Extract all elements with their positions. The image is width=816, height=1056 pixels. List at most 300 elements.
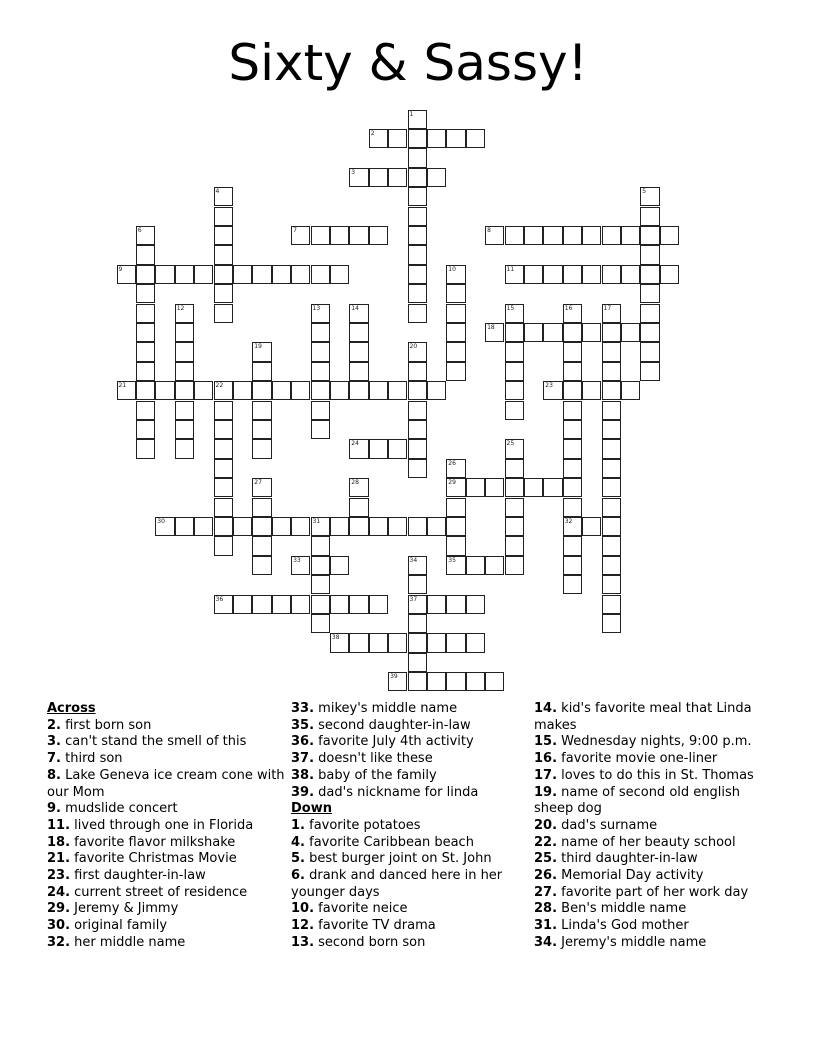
grid-cell[interactable] [388, 517, 407, 536]
grid-cell[interactable] [311, 362, 330, 381]
grid-cell[interactable] [349, 226, 368, 245]
grid-cell[interactable] [602, 575, 621, 594]
grid-cell[interactable] [446, 672, 465, 691]
grid-cell[interactable] [408, 207, 427, 226]
grid-cell[interactable] [272, 595, 291, 614]
grid-cell[interactable] [602, 265, 621, 284]
grid-cell[interactable] [408, 401, 427, 420]
grid-cell[interactable] [446, 459, 465, 478]
grid-cell[interactable] [155, 517, 174, 536]
grid-cell[interactable] [136, 323, 155, 342]
grid-cell[interactable] [466, 556, 485, 575]
grid-cell[interactable] [408, 420, 427, 439]
grid-cell[interactable] [252, 265, 271, 284]
grid-cell[interactable] [408, 129, 427, 148]
grid-cell[interactable] [563, 498, 582, 517]
grid-cell[interactable] [466, 478, 485, 497]
grid-cell[interactable] [175, 362, 194, 381]
grid-cell[interactable] [349, 633, 368, 652]
grid-cell[interactable] [446, 362, 465, 381]
clue-item [47, 801, 287, 818]
grid-cell[interactable] [214, 381, 233, 400]
grid-cell[interactable] [427, 381, 446, 400]
grid-cell[interactable] [408, 672, 427, 691]
grid-cell[interactable] [214, 439, 233, 458]
grid-cell[interactable] [543, 323, 562, 342]
grid-cell[interactable] [408, 265, 427, 284]
grid-cell[interactable] [505, 381, 524, 400]
grid-cell[interactable] [291, 556, 310, 575]
clue-number: 38. [291, 767, 315, 783]
grid-cell[interactable] [640, 342, 659, 361]
grid-cell[interactable] [563, 265, 582, 284]
grid-cell[interactable] [602, 498, 621, 517]
clue-number: 11. [47, 817, 71, 833]
grid-cell[interactable] [175, 323, 194, 342]
grid-cell[interactable] [524, 226, 543, 245]
grid-cell[interactable] [563, 342, 582, 361]
crossword-grid [117, 110, 717, 710]
clue-number: 27 [254, 479, 262, 487]
grid-cell[interactable] [136, 362, 155, 381]
clue-item [291, 868, 531, 901]
grid-cell[interactable] [466, 672, 485, 691]
grid-cell[interactable] [582, 381, 601, 400]
grid-cell[interactable] [466, 595, 485, 614]
grid-cell[interactable] [427, 517, 446, 536]
grid-cell[interactable] [330, 226, 349, 245]
grid-cell[interactable] [388, 381, 407, 400]
grid-cell[interactable] [175, 401, 194, 420]
grid-cell[interactable] [602, 323, 621, 342]
clue-text: favorite Christmas Movie [70, 851, 237, 867]
grid-cell[interactable] [311, 401, 330, 420]
grid-cell[interactable] [214, 595, 233, 614]
grid-cell[interactable] [388, 633, 407, 652]
grid-cell[interactable] [369, 226, 388, 245]
grid-cell[interactable] [175, 439, 194, 458]
grid-cell[interactable] [602, 517, 621, 536]
grid-cell[interactable] [563, 478, 582, 497]
grid-cell[interactable] [563, 536, 582, 555]
grid-cell[interactable] [408, 284, 427, 303]
grid-cell[interactable] [136, 342, 155, 361]
grid-cell[interactable] [602, 478, 621, 497]
grid-cell[interactable] [543, 265, 562, 284]
grid-cell[interactable] [427, 672, 446, 691]
grid-cell[interactable] [252, 556, 271, 575]
clue-number: 11 [506, 265, 515, 273]
grid-cell[interactable] [369, 633, 388, 652]
clue-item [47, 835, 287, 852]
grid-cell[interactable] [602, 381, 621, 400]
grid-cell[interactable] [602, 595, 621, 614]
grid-cell[interactable] [214, 420, 233, 439]
grid-cell[interactable] [349, 498, 368, 517]
grid-cell[interactable] [214, 478, 233, 497]
grid-cell[interactable] [602, 459, 621, 478]
grid-cell[interactable] [214, 245, 233, 264]
grid-cell[interactable] [446, 633, 465, 652]
grid-cell[interactable] [136, 284, 155, 303]
grid-cell[interactable] [233, 595, 252, 614]
grid-cell[interactable] [582, 265, 601, 284]
grid-cell[interactable] [330, 381, 349, 400]
grid-cell[interactable] [543, 478, 562, 497]
grid-cell[interactable] [291, 595, 310, 614]
grid-cell[interactable] [155, 381, 174, 400]
grid-cell[interactable] [602, 439, 621, 458]
grid-cell[interactable] [311, 595, 330, 614]
clue-number: 13. [291, 934, 315, 950]
grid-cell[interactable] [446, 284, 465, 303]
grid-cell[interactable] [388, 168, 407, 187]
grid-cell[interactable] [136, 439, 155, 458]
grid-cell[interactable] [640, 187, 659, 206]
grid-cell[interactable] [330, 556, 349, 575]
grid-cell[interactable] [466, 129, 485, 148]
grid-cell[interactable] [252, 362, 271, 381]
grid-cell[interactable] [175, 342, 194, 361]
clue-item [291, 718, 531, 735]
grid-cell[interactable] [563, 556, 582, 575]
grid-cell[interactable] [505, 342, 524, 361]
grid-cell[interactable] [252, 536, 271, 555]
grid-cell[interactable] [175, 304, 194, 323]
grid-cell[interactable] [369, 595, 388, 614]
grid-cell[interactable] [252, 478, 271, 497]
grid-cell[interactable] [349, 439, 368, 458]
grid-cell[interactable] [505, 304, 524, 323]
grid-cell[interactable] [505, 536, 524, 555]
grid-cell[interactable] [349, 517, 368, 536]
grid-cell[interactable] [214, 187, 233, 206]
clue-number: 8 [487, 226, 491, 234]
grid-cell[interactable] [175, 381, 194, 400]
clue-number: 36 [215, 595, 224, 603]
grid-cell[interactable] [311, 420, 330, 439]
grid-cell[interactable] [408, 168, 427, 187]
clue-number: 29. [47, 901, 71, 917]
clue-number: 24. [47, 884, 71, 900]
grid-cell[interactable] [349, 381, 368, 400]
grid-cell[interactable] [408, 459, 427, 478]
grid-cell[interactable] [408, 633, 427, 652]
grid-cell[interactable] [408, 342, 427, 361]
grid-cell[interactable] [602, 362, 621, 381]
grid-cell[interactable] [136, 401, 155, 420]
grid-cell[interactable] [408, 439, 427, 458]
grid-cell[interactable] [505, 226, 524, 245]
grid-cell[interactable] [252, 401, 271, 420]
grid-cell[interactable] [446, 265, 465, 284]
grid-cell[interactable] [660, 226, 679, 245]
grid-cell[interactable] [640, 284, 659, 303]
grid-cell[interactable] [621, 265, 640, 284]
grid-cell[interactable] [349, 304, 368, 323]
grid-cell[interactable] [563, 459, 582, 478]
grid-cell[interactable] [427, 633, 446, 652]
grid-cell[interactable] [311, 342, 330, 361]
grid-cell[interactable] [311, 304, 330, 323]
grid-cell[interactable] [369, 517, 388, 536]
grid-cell[interactable] [388, 129, 407, 148]
grid-cell[interactable] [621, 226, 640, 245]
grid-cell[interactable] [446, 556, 465, 575]
grid-cell[interactable] [252, 439, 271, 458]
grid-cell[interactable] [175, 517, 194, 536]
grid-cell[interactable] [311, 265, 330, 284]
grid-cell[interactable] [408, 304, 427, 323]
grid-cell[interactable] [602, 420, 621, 439]
grid-cell[interactable] [330, 633, 349, 652]
grid-cell[interactable] [311, 226, 330, 245]
grid-cell[interactable] [388, 439, 407, 458]
grid-cell[interactable] [291, 226, 310, 245]
clue-item [47, 935, 287, 952]
clue-number: 28. [534, 901, 558, 917]
grid-cell[interactable] [446, 517, 465, 536]
grid-cell[interactable] [446, 595, 465, 614]
grid-cell[interactable] [252, 517, 271, 536]
grid-cell[interactable] [233, 265, 252, 284]
clue-text: third son [60, 751, 123, 767]
grid-cell[interactable] [214, 207, 233, 226]
grid-cell[interactable] [349, 168, 368, 187]
grid-cell[interactable] [505, 498, 524, 517]
grid-cell[interactable] [349, 362, 368, 381]
grid-cell[interactable] [349, 342, 368, 361]
grid-cell[interactable] [214, 265, 233, 284]
grid-cell[interactable] [602, 226, 621, 245]
grid-cell[interactable] [563, 381, 582, 400]
grid-cell[interactable] [563, 323, 582, 342]
grid-cell[interactable] [563, 226, 582, 245]
grid-cell[interactable] [505, 401, 524, 420]
grid-cell[interactable] [621, 323, 640, 342]
grid-cell[interactable] [272, 381, 291, 400]
grid-cell[interactable] [602, 614, 621, 633]
grid-cell[interactable] [408, 226, 427, 245]
grid-cell[interactable] [291, 517, 310, 536]
grid-cell[interactable] [311, 556, 330, 575]
grid-cell[interactable] [136, 226, 155, 245]
grid-cell[interactable] [369, 439, 388, 458]
grid-cell[interactable] [311, 517, 330, 536]
grid-cell[interactable] [408, 653, 427, 672]
grid-cell[interactable] [155, 265, 174, 284]
grid-cell[interactable] [563, 362, 582, 381]
grid-cell[interactable] [408, 187, 427, 206]
grid-cell[interactable] [117, 265, 136, 284]
clue-number: 23. [47, 868, 71, 884]
grid-cell[interactable] [602, 556, 621, 575]
grid-cell[interactable] [640, 245, 659, 264]
grid-cell[interactable] [214, 226, 233, 245]
grid-cell[interactable] [311, 575, 330, 594]
clue-text: Memorial Day activity [557, 868, 704, 884]
grid-cell[interactable] [563, 517, 582, 536]
clue-text: can't stand the smell of this [60, 734, 247, 750]
grid-cell[interactable] [311, 381, 330, 400]
grid-cell[interactable] [311, 614, 330, 633]
grid-cell[interactable] [543, 226, 562, 245]
grid-cell[interactable] [408, 575, 427, 594]
grid-cell[interactable] [408, 110, 427, 129]
grid-cell[interactable] [408, 556, 427, 575]
grid-cell[interactable] [194, 517, 213, 536]
grid-cell[interactable] [640, 323, 659, 342]
grid-cell[interactable] [349, 595, 368, 614]
grid-cell[interactable] [349, 323, 368, 342]
grid-cell[interactable] [640, 304, 659, 323]
grid-cell[interactable] [505, 439, 524, 458]
grid-cell[interactable] [408, 245, 427, 264]
grid-cell[interactable] [214, 304, 233, 323]
clue-text: Wednesday nights, 9:00 p.m. [557, 734, 752, 750]
grid-cell[interactable] [408, 362, 427, 381]
grid-cell[interactable] [252, 595, 271, 614]
grid-cell[interactable] [446, 342, 465, 361]
clue-number: 25 [506, 440, 515, 448]
grid-cell[interactable] [194, 381, 213, 400]
clue-item [534, 885, 779, 902]
grid-cell[interactable] [291, 265, 310, 284]
grid-cell[interactable] [175, 265, 194, 284]
grid-cell[interactable] [446, 304, 465, 323]
grid-cell[interactable] [582, 226, 601, 245]
clue-number: 25. [534, 851, 558, 867]
grid-cell[interactable] [330, 517, 349, 536]
grid-cell[interactable] [485, 672, 504, 691]
grid-cell[interactable] [194, 265, 213, 284]
grid-cell[interactable] [233, 381, 252, 400]
grid-cell[interactable] [505, 517, 524, 536]
grid-cell[interactable] [485, 323, 504, 342]
grid-cell[interactable] [563, 439, 582, 458]
grid-cell[interactable] [408, 148, 427, 167]
grid-cell[interactable] [427, 595, 446, 614]
grid-cell[interactable] [214, 459, 233, 478]
clue-number: 9. [47, 801, 61, 817]
grid-cell[interactable] [563, 420, 582, 439]
across-heading: Across [47, 701, 96, 716]
grid-cell[interactable] [136, 381, 155, 400]
grid-cell[interactable] [602, 536, 621, 555]
grid-cell[interactable] [602, 304, 621, 323]
grid-cell[interactable] [408, 381, 427, 400]
grid-cell[interactable] [214, 498, 233, 517]
grid-cell[interactable] [175, 420, 194, 439]
grid-cell[interactable] [408, 595, 427, 614]
grid-cell[interactable] [136, 420, 155, 439]
grid-cell[interactable] [427, 129, 446, 148]
grid-cell[interactable] [233, 517, 252, 536]
clue-number: 33. [291, 701, 315, 716]
grid-cell[interactable] [369, 381, 388, 400]
grid-cell[interactable] [563, 401, 582, 420]
grid-cell[interactable] [272, 517, 291, 536]
grid-cell[interactable] [349, 478, 368, 497]
grid-cell[interactable] [640, 207, 659, 226]
grid-cell[interactable] [252, 498, 271, 517]
clue-number: 1. [291, 817, 305, 833]
grid-cell[interactable] [640, 265, 659, 284]
grid-cell[interactable] [214, 517, 233, 536]
grid-cell[interactable] [136, 265, 155, 284]
grid-cell[interactable] [214, 284, 233, 303]
grid-cell[interactable] [446, 129, 465, 148]
grid-cell[interactable] [466, 633, 485, 652]
grid-cell[interactable] [252, 420, 271, 439]
clue-number: 6 [137, 226, 142, 234]
grid-cell[interactable] [330, 265, 349, 284]
grid-cell[interactable] [408, 614, 427, 633]
grid-cell[interactable] [388, 672, 407, 691]
grid-cell[interactable] [505, 459, 524, 478]
clue-item [47, 918, 287, 935]
grid-cell[interactable] [602, 342, 621, 361]
grid-cell[interactable] [582, 323, 601, 342]
grid-cell[interactable] [640, 226, 659, 245]
grid-cell[interactable] [505, 362, 524, 381]
grid-cell[interactable] [485, 556, 504, 575]
grid-cell[interactable] [446, 498, 465, 517]
grid-cell[interactable] [602, 401, 621, 420]
grid-cell[interactable] [369, 129, 388, 148]
grid-cell[interactable] [505, 265, 524, 284]
grid-cell[interactable] [505, 478, 524, 497]
clue-text: favorite part of her work day [557, 884, 749, 900]
grid-cell[interactable] [369, 168, 388, 187]
grid-cell[interactable] [214, 401, 233, 420]
grid-cell[interactable] [485, 226, 504, 245]
grid-cell[interactable] [524, 478, 543, 497]
grid-cell[interactable] [291, 381, 310, 400]
grid-cell[interactable] [543, 381, 562, 400]
grid-cell[interactable] [408, 517, 427, 536]
grid-cell[interactable] [117, 381, 136, 400]
grid-cell[interactable] [446, 536, 465, 555]
grid-cell[interactable] [330, 595, 349, 614]
grid-cell[interactable] [660, 265, 679, 284]
grid-cell[interactable] [252, 342, 271, 361]
grid-cell[interactable] [136, 245, 155, 264]
grid-cell[interactable] [640, 362, 659, 381]
grid-cell[interactable] [272, 265, 291, 284]
grid-cell[interactable] [505, 323, 524, 342]
grid-cell[interactable] [582, 517, 601, 536]
grid-cell[interactable] [621, 381, 640, 400]
grid-cell[interactable] [563, 304, 582, 323]
grid-cell[interactable] [446, 323, 465, 342]
clue-number: 14. [534, 701, 558, 716]
grid-cell[interactable] [311, 536, 330, 555]
grid-cell[interactable] [524, 265, 543, 284]
grid-cell[interactable] [485, 478, 504, 497]
clue-item [47, 885, 287, 902]
grid-cell[interactable] [427, 168, 446, 187]
clue-number: 28 [351, 479, 359, 487]
grid-cell[interactable] [311, 323, 330, 342]
grid-cell[interactable] [252, 381, 271, 400]
grid-cell[interactable] [505, 556, 524, 575]
grid-cell[interactable] [136, 304, 155, 323]
grid-cell[interactable] [214, 536, 233, 555]
grid-cell[interactable] [524, 323, 543, 342]
grid-cell[interactable] [563, 575, 582, 594]
grid-cell[interactable] [446, 478, 465, 497]
